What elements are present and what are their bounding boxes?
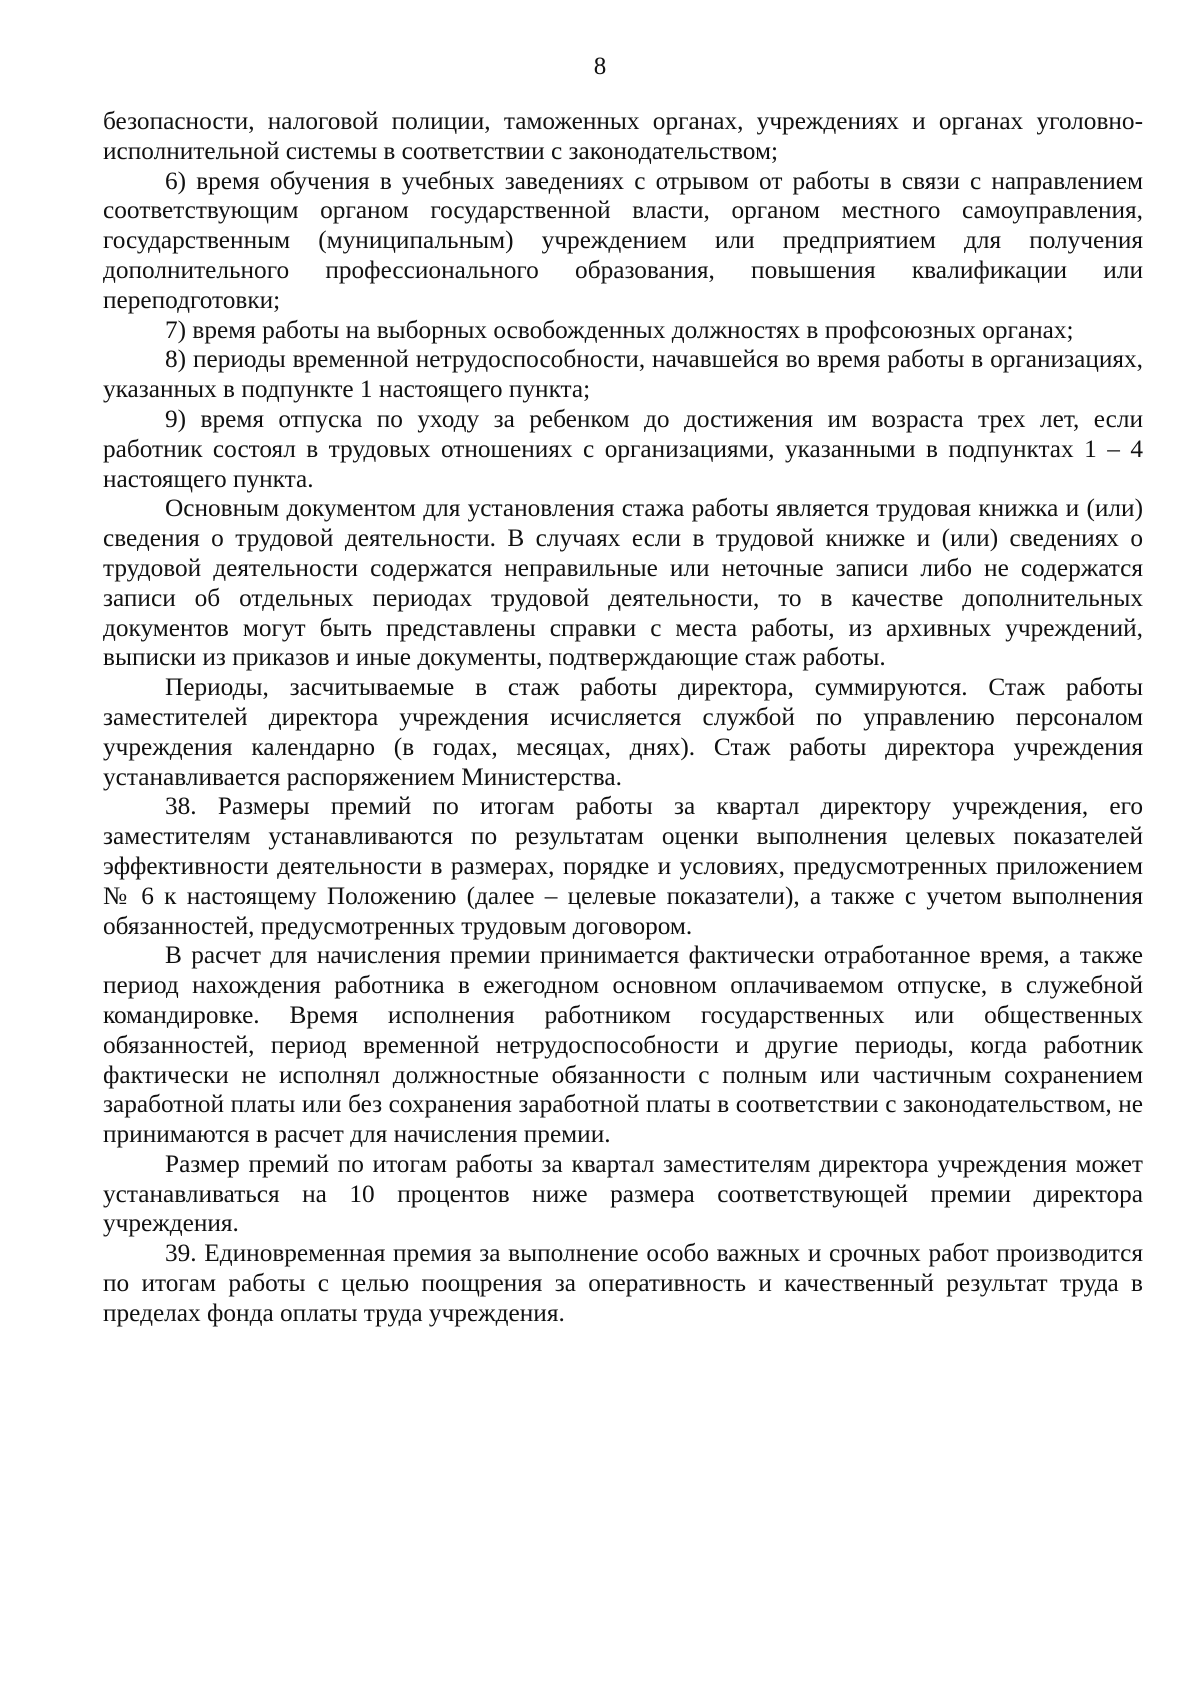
paragraph-item-6: 6) время обучения в учебных заведениях с отрывом от работы в связи с направлением соответствующим органом государственной власти, органом местного самоуправления, государственным (муниципальным) учреждением или предприятием для получения дополнительного профессионального образования, повышения квалификации или переподготовки; <box>103 166 1143 314</box>
paragraph-main-document: Основным документом для установления стажа работы является трудовая книжка и (или) сведения о трудовой деятельности. В случаях если в трудовой книжке и (или) сведениях о трудовой деятельности содержатся неправильные или неточные записи либо не содержатся записи об отдельных периодах трудовой деятельности, то в качестве дополнительных документов могут быть представлены справки с места работы, из архивных учреждений, выписки из приказов и иные документы, подтверждающие стаж работы. <box>103 494 1143 672</box>
paragraph-clause-39: 39. Единовременная премия за выполнение особо важных и срочных работ производится по итогам работы с целью поощрения за оперативность и качественный результат труда в пределах фонда оплаты труда учреждения. <box>103 1239 1143 1327</box>
paragraph-item-8: 8) периоды временной нетрудоспособности, начавшейся во время работы в организациях, указанных в подпункте 1 настоящего пункта; <box>103 345 1143 404</box>
paragraph-clause-38: 38. Размеры премий по итогам работы за квартал директору учреждения, его заместителям устанавливаются по результатам оценки выполнения целевых показателей эффективности деятельности в размерах, порядке и условиях, предусмотренных приложением № 6 к настоящему Положению (далее – целевые показатели), а также с учетом выполнения обязанностей, предусмотренных трудовым договором. <box>103 792 1143 940</box>
paragraph-premium-calculation: В расчет для начисления премии принимается фактически отработанное время, а также период нахождения работника в ежегодном основном оплачиваемом отпуске, в служебной командировке. Время исполнения работником государственных или общественных обязанностей, период временной нетрудоспособности и другие периоды, когда работник фактически не исполнял должностные обязанности с полным или частичным сохранением заработной платы или без сохранения заработной платы в соответствии с законодательством, не принимаются в расчет для начисления премии. <box>103 941 1143 1149</box>
paragraph-deputy-premium: Размер премий по итогам работы за квартал заместителям директора учреждения может устанавливаться на 10 процентов ниже размера соответствующей премии директора учреждения. <box>103 1149 1143 1238</box>
paragraph-continuation: безопасности, налоговой полиции, таможенных органах, учреждениях и органах уголовно-исполнительной системы в соответствии с законодательством; <box>103 107 1143 165</box>
paragraph-periods: Периоды, засчитываемые в стаж работы директора, суммируются. Стаж работы заместителей директора учреждения исчисляется службой по управлению персоналом учреждения календарно (в годах, месяцах, днях). Стаж работы директора учреждения устанавливается распоряжением Министерства. <box>103 673 1143 791</box>
paragraph-item-9: 9) время отпуска по уходу за ребенком до достижения им возраста трех лет, если работник состоял в трудовых отношениях с организациями, указанными в подпунктах 1 – 4 настоящего пункта. <box>103 404 1143 493</box>
document-body <box>103 107 1143 1329</box>
paragraph-item-7: 7) время работы на выборных освобожденных должностях в профсоюзных органах; <box>165 315 1074 344</box>
page-number: 8 <box>593 53 607 80</box>
